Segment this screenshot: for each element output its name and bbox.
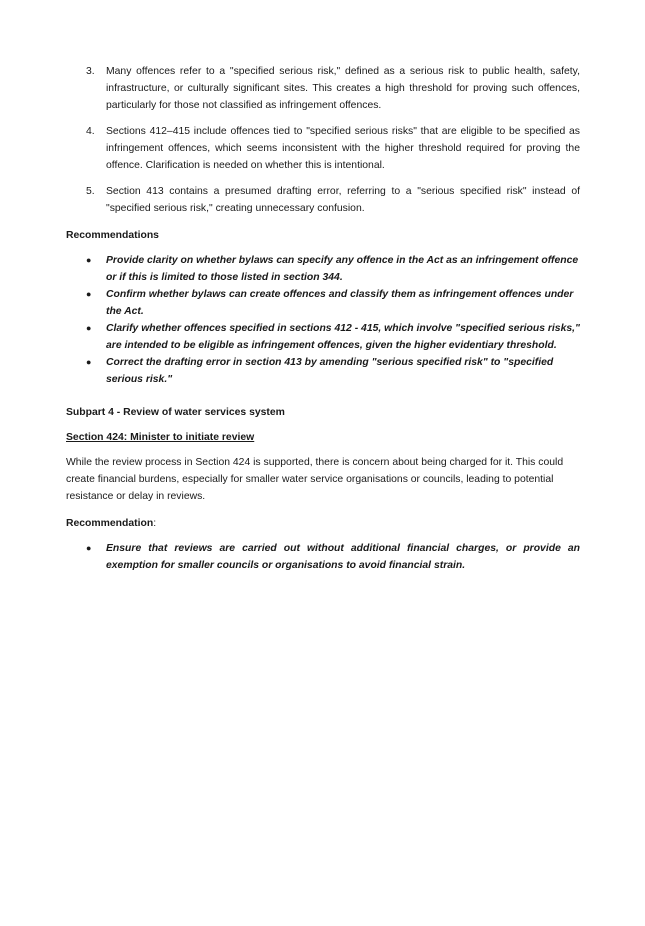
recommendation-text: Ensure that reviews are carried out without additional financial charges, or provide an exemption for smaller councils or organisations to avoid financial strain. xyxy=(106,543,580,571)
item-text: Many offences refer to a "specified serious risk," defined as a serious risk to public health, safety, infrastructure, or culturally significant sites. This creates a high threshold for proving such offences, particularly for those not classified as infringement offences. xyxy=(106,66,580,111)
bullet-icon: ● xyxy=(86,323,92,333)
item-number: 4. xyxy=(86,126,95,137)
item-text: Sections 412–415 include offences tied to "specified serious risks" that are eligible to be specified as infringement offences, which seems inconsistent with the higher threshold required for proving the offence. Clarification is needed on whether this is intentional. xyxy=(106,126,580,171)
bullet-icon: ● xyxy=(86,255,92,265)
recommendation-item xyxy=(66,320,580,354)
recommendation-text: Correct the drafting error in section 413 by amending "serious specified risk" to "specified serious risk." xyxy=(106,357,554,385)
recommendation-text: Clarify whether offences specified in sections 412 - 415, which involve "specified serious risks," are intended to be eligible as infringement offences, given the higher evidentiary threshold. xyxy=(106,323,580,351)
numbered-item xyxy=(66,63,580,114)
numbered-list xyxy=(66,63,580,217)
bullet-icon: ● xyxy=(86,357,92,367)
recommendation-colon: : xyxy=(153,518,157,529)
item-number: 5. xyxy=(86,186,95,197)
bullet-icon: ● xyxy=(86,543,92,553)
recommendations-heading: Recommendations xyxy=(66,230,159,241)
recommendation-item xyxy=(66,540,580,574)
recommendation-item xyxy=(66,354,580,388)
recommendation-item xyxy=(66,286,580,320)
numbered-item xyxy=(66,123,580,174)
subpart-heading: Subpart 4 - Review of water services system xyxy=(66,407,285,418)
recommendation-text: Provide clarity on whether bylaws can specify any offence in the Act as an infringement offence or if this is limited to those listed in section 344. xyxy=(106,255,579,283)
numbered-item xyxy=(66,183,580,217)
recommendation-item xyxy=(66,252,580,286)
bullet-icon: ● xyxy=(86,289,92,299)
recommendations-list xyxy=(66,252,580,388)
recommendation-list xyxy=(66,540,580,574)
recommendation-text: Confirm whether bylaws can create offences and classify them as infringement offences under the Act. xyxy=(106,289,574,317)
item-text: Section 413 contains a presumed drafting error, referring to a "serious specified risk" instead of "specified serious risk," creating unnecessary confusion. xyxy=(106,186,580,214)
section-heading: Section 424: Minister to initiate review xyxy=(66,432,255,443)
item-number: 3. xyxy=(86,66,95,77)
recommendation-label: Recommendation xyxy=(66,518,154,529)
section-paragraph: While the review process in Section 424 is supported, there is concern about being charged for it. This could create financial burdens, especially for smaller water service organisations or councils, leading to potential resistance or delay in reviews. xyxy=(66,457,564,502)
recommendation-heading xyxy=(66,515,580,532)
document-content xyxy=(66,63,580,574)
